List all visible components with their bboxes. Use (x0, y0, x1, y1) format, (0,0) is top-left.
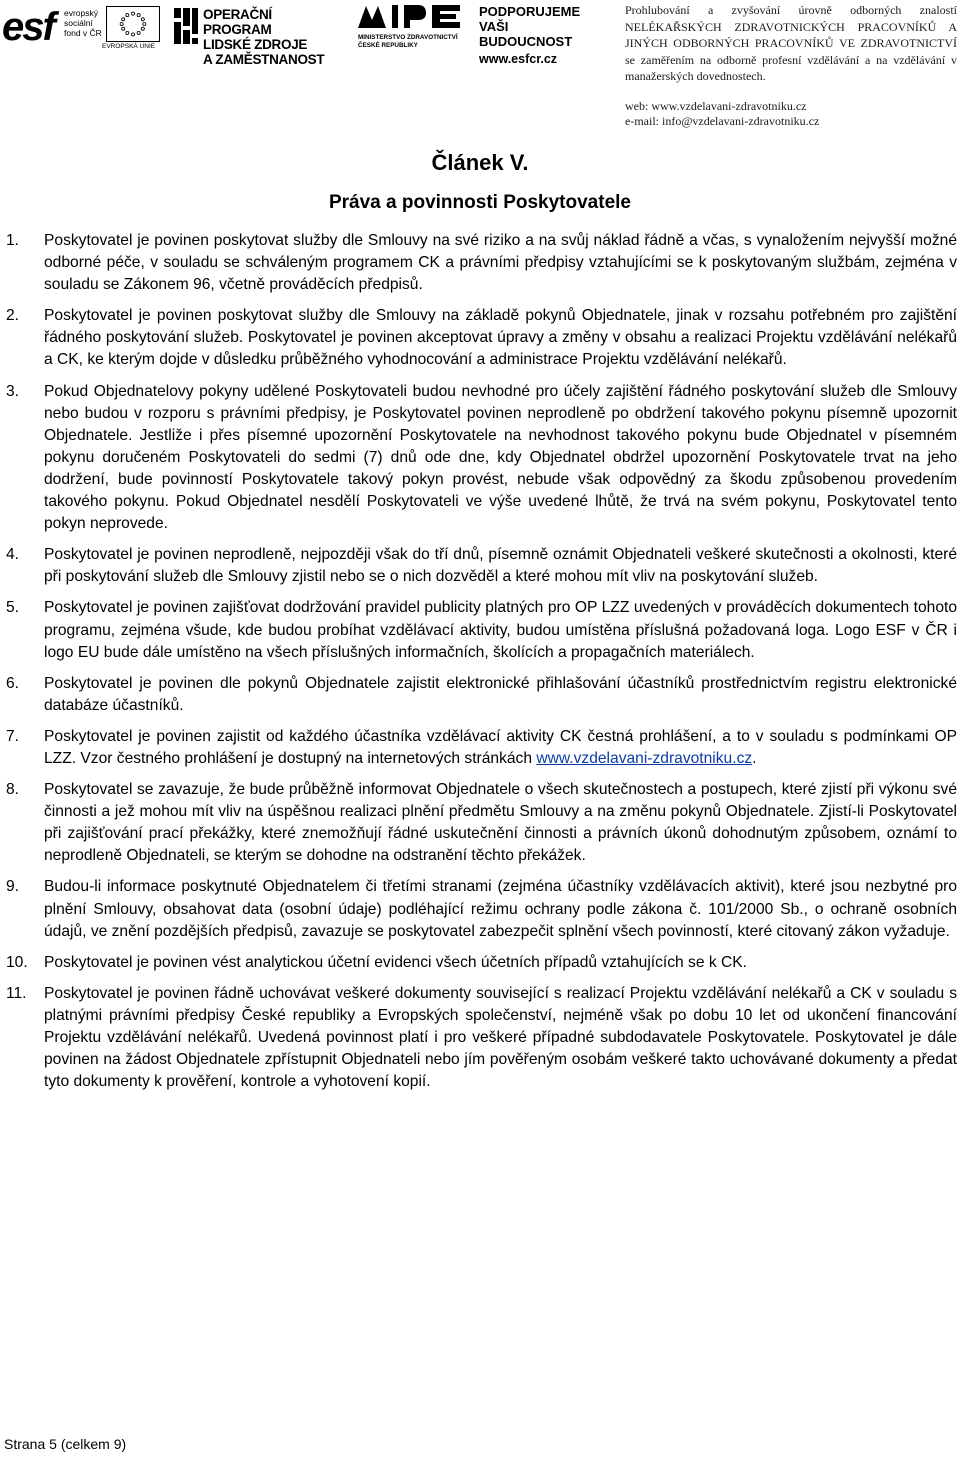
esf-logo (2, 2, 167, 52)
article-subtitle: Práva a povinnosti Poskytovatele (328, 192, 631, 213)
clause-8 (6, 779, 957, 867)
op-line: A ZAMĚSTNANOST (203, 52, 325, 67)
ministry-line: MINISTERSTVO ZDRAVOTNICTVÍ (358, 34, 458, 41)
clause-text: Poskytovatel je povinen zajišťovat dodržování pravidel publicity platných pro OP LZZ uvedených v prováděcích dokumentech tohoto programu, zejména všude, kde budou probíhat vzdělávací aktivity, budou umístěna příslušná požadovaná loga. Logo ESF v ČR i logo EU bude dále umístěno na všech příslušných informačních, školících a propagačních materiálech. (44, 599, 957, 661)
clause-number: 2. (6, 307, 20, 325)
clause-number: 1. (6, 232, 20, 249)
project-web: web: www.vzdelavani-zdravotniku.cz (625, 98, 807, 113)
ministry-text (358, 34, 458, 50)
support-line: PODPORUJEME (479, 4, 581, 19)
clause-6 (6, 673, 957, 717)
clause-text-wrap (44, 726, 957, 770)
project-description: Prohlubování a zvyšování úrovně odborných znalostí NELÉKAŘSKÝCH ZDRAVOTNICKÝCH PRACOVNÍKŮ A JINÝCH ODBORNÝCH PRACOVNÍKŮ VE ZDRAVOTNICTVÍ se zaměřením na odborně profesní vzdělávání a na vzdělávání v manažerských dovednostech. (625, 3, 957, 83)
clause-text: Poskytovatel je povinen dle pokynů Objednatele zajistit elektronické přihlašování účastníků prostřednictvím registru elektronické databáze účastníků. (44, 674, 957, 714)
clause-3 (6, 381, 957, 536)
clause-number: 6. (6, 674, 20, 692)
support-web: www.esfcr.cz (479, 52, 558, 66)
esf-text (64, 8, 102, 38)
article-content (6, 230, 957, 1102)
clause-text: Poskytovatel je povinen vést analytickou účetní evidenci všech účetních případů vztahujících se k CK. (44, 953, 747, 971)
clause-9 (6, 876, 957, 942)
clause-4 (6, 544, 957, 588)
op-lzz-text (203, 7, 333, 67)
clause-text: Budou-li informace poskytnuté Objednatelem či třetími stranami (zejména účastníky vzdělávacích aktivit), které jsou nezbytné pro plnění Smlouvy, obsahovat data (osobní údaje) podléhající režimu ochrany podle zákona č. 101/2000 Sb., o ochraně osobních údajů, ve znění pozdějších předpisů, zavazuje se poskytovatel zabezpečit splnění všech povinností, které citovaný zákon vyžaduje. (44, 878, 957, 940)
clause-text: Poskytovatel je povinen poskytovat služby dle Smlouvy na své riziko a na svůj náklad řádně a včas, s vynaložením nejvyšší možné odborné péče, v souladu se schváleným programem CK a právními předpisy vztahujícími se k poskytovaným službám, zejména v souladu se Zákonem 96, včetně prováděcích předpisů. (44, 232, 957, 294)
clause-1 (6, 230, 957, 296)
support-title (479, 4, 599, 49)
clause-7 (6, 726, 957, 770)
clause-text: Poskytovatel se zavazuje, že bude průběžně informovat Objednatele o všech skutečnostech a postupech, které zjistí při výkonu své činnosti a jež mohou mít vliv na úspěšnou realizaci plnění předmětu Smlouvy a na změnu pokynů Objednatele. Zjistí-li Poskytovatel při zajišťování prací překážky, které znemožňují řádné uskutečnění činnosti a právních úkonů dohodnutým způsobem, oznámí to neprodleně Objednateli, se kterým se dohodne na odstranění těchto překážek. (44, 781, 957, 865)
page-number: Strana 5 (celkem 9) (4, 1436, 127, 1452)
project-header (625, 2, 957, 130)
clause-10 (6, 952, 957, 974)
support-logo (479, 4, 599, 66)
esf-text-line: fond v ČR (64, 28, 102, 38)
clause-number: 9. (6, 878, 20, 896)
project-contacts (625, 99, 957, 130)
clause-text: Pokud Objednatelovy pokyny udělené Poskytovateli budou nevhodné pro účely zajištění řádného poskytování služeb dle Smlouvy nebo budou v rozporu s právními předpisy, je Poskytovatel povinen neprodleně po obdržení takového pokynu písemně upozornit Objednatele. Jestliže i přes písemné upozornění Poskytovatele na nevhodnost takového pokynu bude Objednatel v písemném pokynu doručeném Poskytovateli do sedmi (7) dnů ode dne, kdy Objednatel obdržel upozornění Poskytovatele trvat na jeho dodržení, bude povinností Poskytovatele takový pokyn provést, nebude však odpovědný za škodu způsobenou provedením takového pokynu. Pokud Objednatel nesdělí Poskytovateli ve výše uvedené lhůtě, že trvá na svém pokynu, Poskytovatel tento pokyn neprovede. (44, 382, 957, 533)
project-email: e-mail: info@vzdelavani-zdravotniku.cz (625, 114, 820, 128)
website-link[interactable]: www.vzdelavani-zdravotniku.cz (536, 749, 753, 767)
op-lzz-logo (173, 2, 333, 67)
op-line: LIDSKÉ ZDROJE (203, 37, 308, 52)
clause-5 (6, 597, 957, 663)
header-logos (0, 0, 610, 67)
eu-flag-icon (106, 6, 160, 42)
support-line: VAŠI BUDOUCNOST (479, 19, 573, 49)
esf-mark: esf (2, 5, 54, 49)
eu-label: EVROPSKÁ UNIE (102, 43, 156, 50)
op-lzz-icon (173, 6, 199, 46)
clause-number: 8. (6, 781, 20, 799)
clause-2 (6, 305, 957, 371)
clause-number: 10. (6, 953, 28, 971)
ministry-mark-icon (356, 2, 466, 30)
esf-text-line: sociální (64, 18, 93, 28)
clause-number: 11. (6, 984, 27, 1002)
article-title: Článek V. (431, 150, 529, 175)
op-line: OPERAČNÍ PROGRAM (203, 7, 272, 37)
clause-text: Poskytovatel je povinen zajistit od každého účastníka vzdělávací aktivity CK čestná prohlášení, a to v souladu s podmínkami OP LZZ. Vzor čestného prohlášení je dostupný na internetových stránkách (44, 727, 957, 767)
ministry-line: ČESKÉ REPUBLIKY (358, 42, 418, 49)
clause-text-end: . (752, 749, 757, 767)
ministry-logo (356, 2, 466, 54)
clause-number: 3. (6, 382, 20, 400)
clause-text: Poskytovatel je povinen řádně uchovávat veškeré dokumenty související s realizací Projektu vzdělávání nelékařů a CK v souladu s platnými právními předpisy České republiky a Evropských společenství, nejméně však po dobu 10 let od ukončení financování Projektu vzdělávání nelékařů. Uvedená povinnost platí i pro veškeré případné subdodavatele Poskytovatele. Poskytovatel je dále povinen na žádost Objednatele zpřístupnit Objednateli nebo jím pověřeným osobám veškeré takto uchovávané dokumenty a předat tyto dokumenty k prověření, kontrole a vyhotovení kopií. (44, 984, 957, 1091)
esf-text-line: evropský (64, 8, 99, 18)
clause-number: 7. (6, 727, 20, 745)
clause-text: Poskytovatel je povinen neprodleně, nejpozději však do tří dnů, písemně oznámit Objednateli veškeré skutečnosti a okolnosti, které při poskytování služeb dle Smlouvy zjistil nebo se o nich dozvěděl a které mohou mít vliv na poskytování služeb. (44, 546, 957, 586)
clause-number: 5. (6, 599, 20, 617)
clause-11 (6, 983, 957, 1093)
clause-text: Poskytovatel je povinen poskytovat služby dle Smlouvy na základě pokynů Objednatele, jinak v rozsahu potřebném pro zajištění řádného poskytování služeb. Poskytovatel je povinen akceptovat úpravy a změny v obsahu a realizaci Projektu vzdělávání nelékařů a CK, ke kterým dojde v důsledku průběžného vyhodnocování a administrace Projektu vzdělávání nelékařů. (44, 307, 957, 369)
clause-number: 4. (6, 546, 20, 564)
